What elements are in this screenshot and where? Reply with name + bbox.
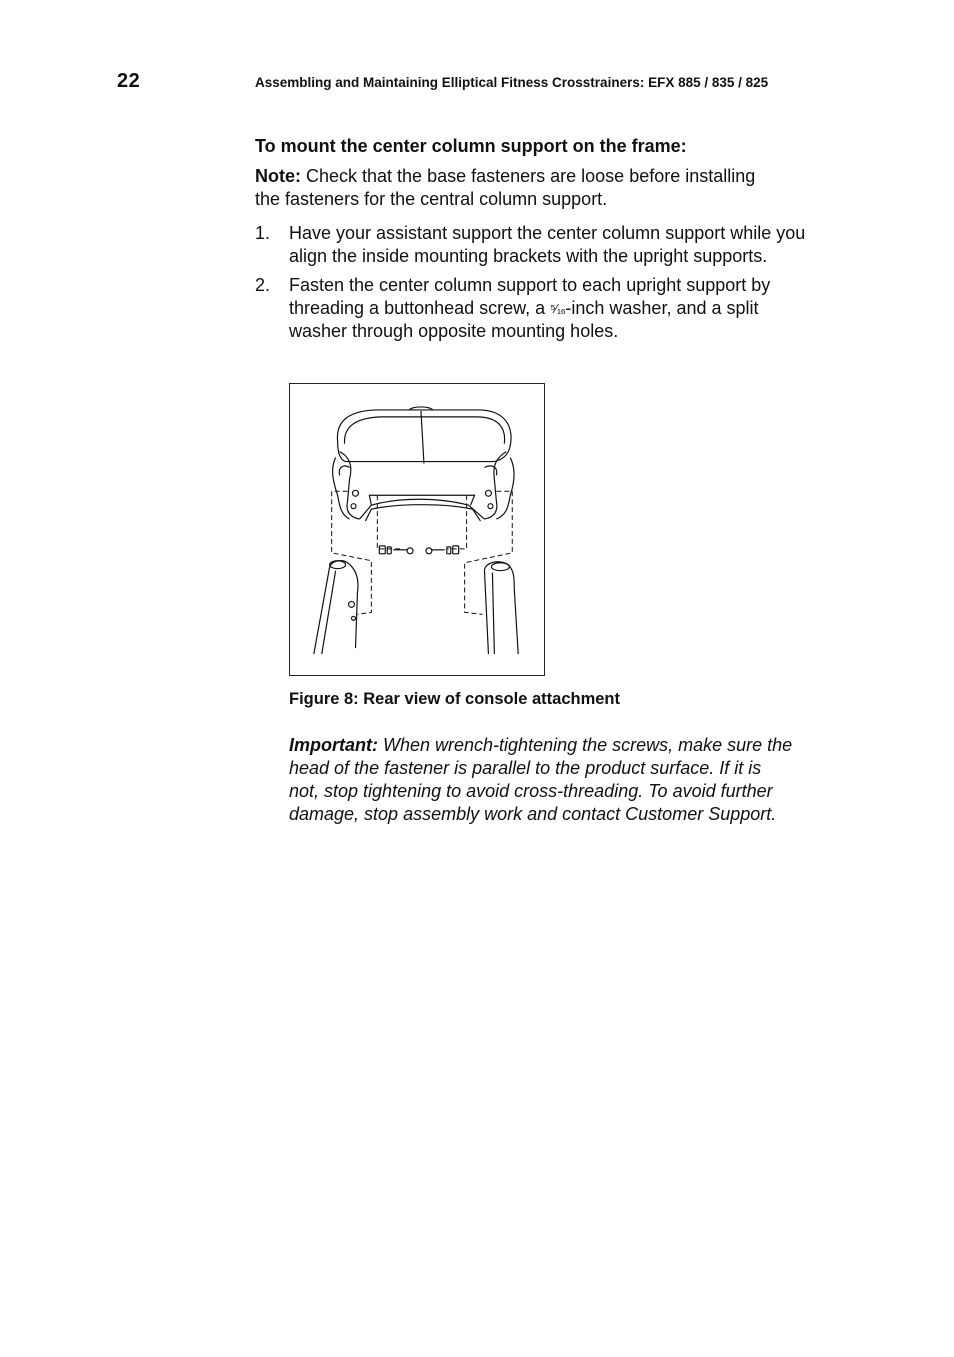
important-paragraph <box>289 734 794 826</box>
important-label: Important: <box>289 735 378 755</box>
steps-list <box>255 222 815 349</box>
list-item <box>255 222 815 268</box>
list-item <box>255 274 815 343</box>
figure-illustration <box>289 383 545 676</box>
note-text: Check that the base fasteners are loose before installing the fasteners for the central column support. <box>255 166 756 209</box>
section-heading: To mount the center column support on the frame: <box>255 136 687 156</box>
important-text: When wrench-tightening the screws, make sure the head of the fastener is parallel to the product surface. If it is not, stop tightening to avoid cross-threading. To avoid further damage, stop assembly work and contact Customer Support. <box>289 735 793 824</box>
step-text: Have your assistant support the center column support while you align the inside mounting brackets with the upright supports. <box>289 223 806 266</box>
step-text-before: Fasten the center column support to each upright support by threading a buttonhead screw, a <box>289 275 771 318</box>
page-number: 22 <box>117 70 141 92</box>
step-text-after: -inch washer, and a split washer through opposite mounting holes. <box>289 298 759 341</box>
step-number: 2. <box>255 275 271 295</box>
note-label: Note: <box>255 166 301 186</box>
washer-size-fraction: ⁵⁄₁₆ <box>550 301 566 316</box>
running-header: Assembling and Maintaining Elliptical Fitness Crosstrainers: EFX 885 / 835 / 825 <box>255 75 769 90</box>
note-paragraph <box>255 165 785 211</box>
step-number: 1. <box>255 223 271 243</box>
figure-caption: Figure 8: Rear view of console attachment <box>289 690 620 708</box>
console-attachment-drawing <box>290 384 544 675</box>
